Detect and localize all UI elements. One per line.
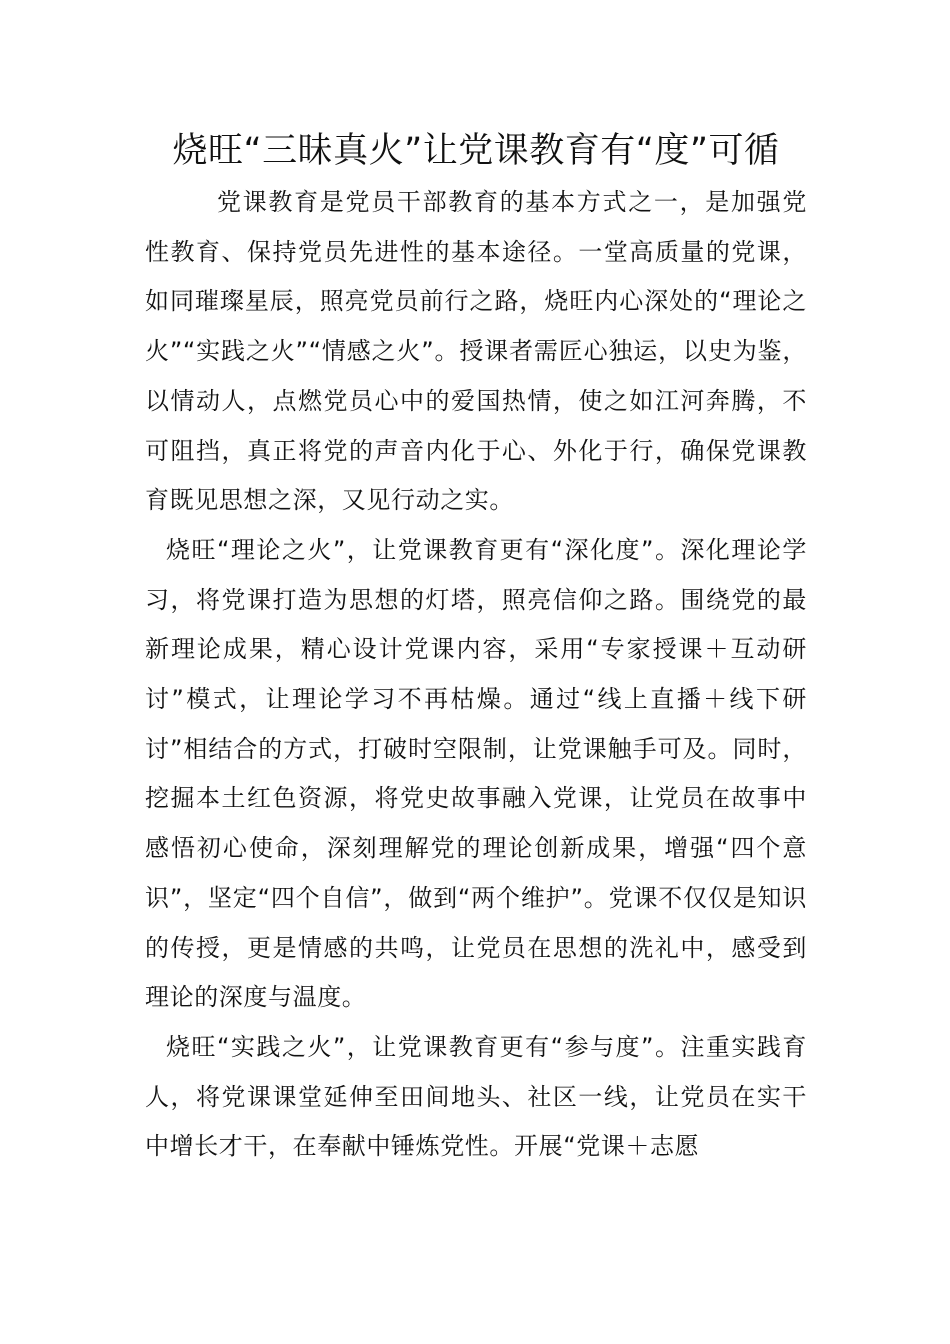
- document-title: 烧旺“三昧真火”让党课教育有“度”可循: [172, 131, 780, 171]
- paragraph-intro: 党课教育是党员干部教育的基本方式之一，是加强党性教育、保持党员先进性的基本途径。一堂高质量的党课，如同璀璨星辰，照亮党员前行之路，烧旺内心深处的“理论之火”“实践之火”“情感之火”。授课者需匠心独运，以史为鉴，以情动人，点燃党员心中的爱国热情，使之如江河奔腾，不可阻挡，真正将党的声音内化于心、外化于行，确保党课教育既见思想之深，又见行动之实。: [145, 188, 807, 515]
- paragraph-theory-fire: 烧旺“理论之火”，让党课教育更有“深化度”。深化理论学习，将党课打造为思想的灯塔，照亮信仰之路。围绕党的最新理论成果，精心设计党课内容，采用“专家授课＋互动研讨”模式，让理论学习不再枯燥。通过“线上直播＋线下研讨”相结合的方式，打破时空限制，让党课触手可及。同时，挖掘本土红色资源，将党史故事融入党课，让党员在故事中感悟初心使命，深刻理解党的理论创新成果，增强“四个意识”，坚定“四个自信”，做到“两个维护”。党课不仅仅是知识的传授，更是情感的共鸣，让党员在思想的洗礼中，感受到理论的深度与温度。: [145, 535, 807, 1012]
- document-page: [145, 128, 807, 1172]
- paragraph-practice-fire: 烧旺“实践之火”，让党课教育更有“参与度”。注重实践育人，将党课课堂延伸至田间地头、社区一线，让党员在实干中增长才干，在奉献中锤炼党性。开展“党课＋志愿: [145, 1032, 807, 1161]
